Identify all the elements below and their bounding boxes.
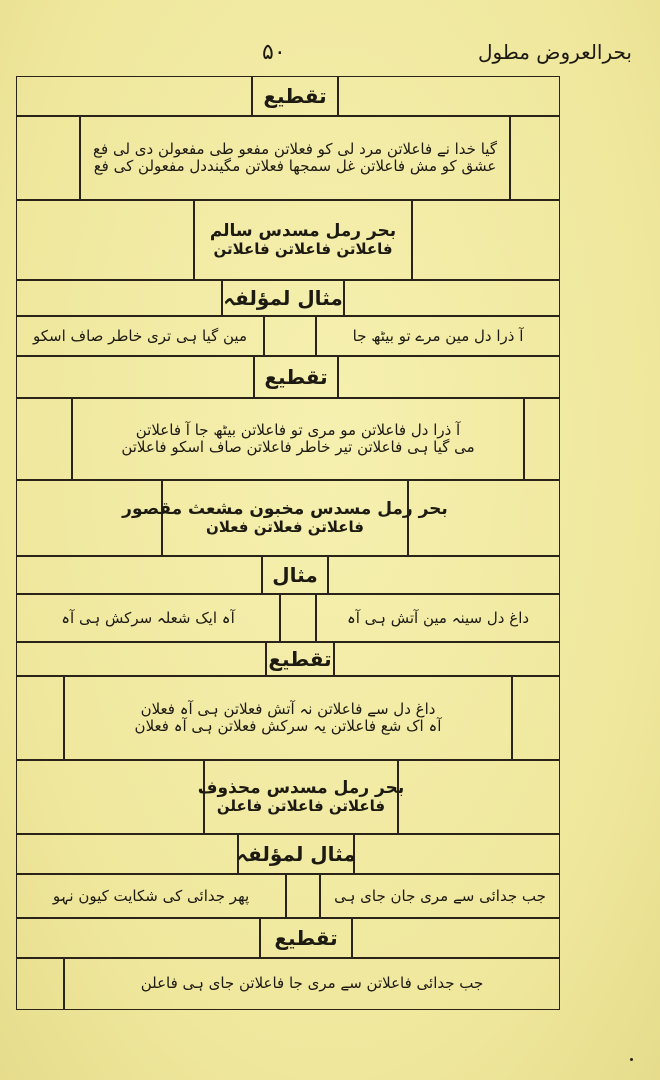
- verse-line: آہ اک شع فاعلاتن یہ سرکش فعلاتن ہی آہ فعلان: [134, 717, 442, 735]
- verse-line: می گیا ہی فاعلاتن تیر خاطر فاعلاتن صاف اسکو فاعلاتن: [121, 438, 475, 456]
- grid-cell: [338, 356, 560, 398]
- heading-text: تقطیع: [264, 365, 328, 389]
- heading-text: تقطیع: [268, 647, 332, 671]
- grid-cell: [334, 642, 560, 676]
- verse-half-right: [316, 594, 560, 642]
- grid-cell: [286, 874, 320, 918]
- grid-cell: [328, 556, 560, 594]
- meter-section: [122, 480, 448, 556]
- verse-half-left: [16, 316, 264, 356]
- verse-block: [64, 958, 560, 1010]
- grid-cell: [16, 356, 254, 398]
- grid-cell: [338, 76, 560, 116]
- grid-cell: [412, 200, 560, 280]
- running-header-title: بحرالعروض مطول: [477, 40, 632, 64]
- meter-section: [197, 760, 405, 834]
- meter-name: بحر رمل مسدس محذوف: [197, 777, 405, 798]
- grid-cell: [352, 918, 560, 958]
- verse-block: [80, 116, 510, 200]
- grid-cell: [16, 642, 266, 676]
- ink-speck: [630, 1058, 633, 1061]
- grid-cell: [16, 834, 238, 874]
- verse-line: گیا خدا نے فاعلاتن مرد لی کو فعلاتن مفعو طی مفعولن دی لی فع: [93, 139, 497, 158]
- heading-text: تقطیع: [263, 84, 327, 108]
- verse-block: [72, 398, 524, 480]
- verse-line: داغ دل سے فاعلاتن نہ آتش فعلاتن ہی آہ فعلان: [140, 699, 436, 718]
- grid-cell: [398, 760, 560, 834]
- grid-cell: [16, 76, 252, 116]
- verse-text: پھر جدائی کی شکایت کیون نہو: [52, 887, 250, 905]
- verse-block: [64, 676, 512, 760]
- row-heading: [266, 642, 334, 676]
- verse-text: جب جدائی سے مری جان جای ہی: [334, 887, 546, 905]
- verse-half-right: [316, 316, 560, 356]
- grid-cell: [512, 676, 560, 760]
- grid-cell: [16, 398, 72, 480]
- meter-pattern: فاعلاتن فاعلاتن فاعلن: [216, 797, 386, 816]
- verse-half-left: [16, 874, 286, 918]
- grid-cell: [16, 676, 64, 760]
- meter-pattern: فاعلاتن فاعلاتن فاعلاتن: [213, 240, 393, 259]
- grid-cell: [344, 280, 560, 316]
- meter-name: بحر رمل مسدس مخبون مشعث مقصور: [122, 498, 448, 519]
- verse-text: آ ذرا دل مین مرے تو بیٹھ جا: [352, 327, 524, 345]
- row-heading: [260, 918, 352, 958]
- meter-name: بحر رمل مسدس سالم: [209, 220, 397, 241]
- grid-cell: [16, 280, 222, 316]
- grid-cell: [16, 116, 80, 200]
- grid-cell: [16, 556, 262, 594]
- grid-cell: [510, 116, 560, 200]
- verse-half-left: [16, 594, 280, 642]
- verse-text: آہ ایک شعلہ سرکش ہی آہ: [61, 609, 235, 627]
- grid-cell: [16, 958, 64, 1010]
- grid-cell: [408, 480, 560, 556]
- heading-text: مثال لمؤلفہ: [236, 842, 356, 866]
- heading-text: مثال: [272, 563, 318, 587]
- grid-cell: [280, 594, 316, 642]
- meter-pattern: فاعلاتن فعلاتن فعلان: [206, 518, 364, 537]
- row-heading: [252, 76, 338, 116]
- heading-text: مثال لمؤلفہ: [223, 286, 343, 310]
- grid-cell: [354, 834, 560, 874]
- meter-section: [194, 200, 412, 280]
- verse-line: عشق کو مش فاعلاتن غل سمجھا فعلاتن مگینددل مفعولن کی فع: [93, 157, 497, 175]
- verse-half-right: [320, 874, 560, 918]
- verse-text: داغ دل سینہ مین آتش ہی آہ: [346, 609, 530, 627]
- row-heading: [262, 556, 328, 594]
- page-number: ۵۰: [262, 40, 286, 65]
- grid-cell: [264, 316, 316, 356]
- row-heading: [254, 356, 338, 398]
- verse-line: آ ذرا دل فاعلاتن مو مری تو فاعلاتن بیٹھ جا آ فاعلاتن: [135, 420, 461, 439]
- row-heading: [238, 834, 354, 874]
- grid-cell: [16, 918, 260, 958]
- row-heading: [222, 280, 344, 316]
- grid-cell: [16, 200, 194, 280]
- grid-cell: [16, 760, 204, 834]
- heading-text: تقطیع: [274, 926, 338, 950]
- verse-text: مین گیا ہی تری خاطر صاف اسکو: [33, 327, 247, 345]
- grid-cell: [524, 398, 560, 480]
- verse-line: جب جدائی فاعلاتن سے مری جا فاعلاتن جای ہی فاعلن: [140, 974, 484, 993]
